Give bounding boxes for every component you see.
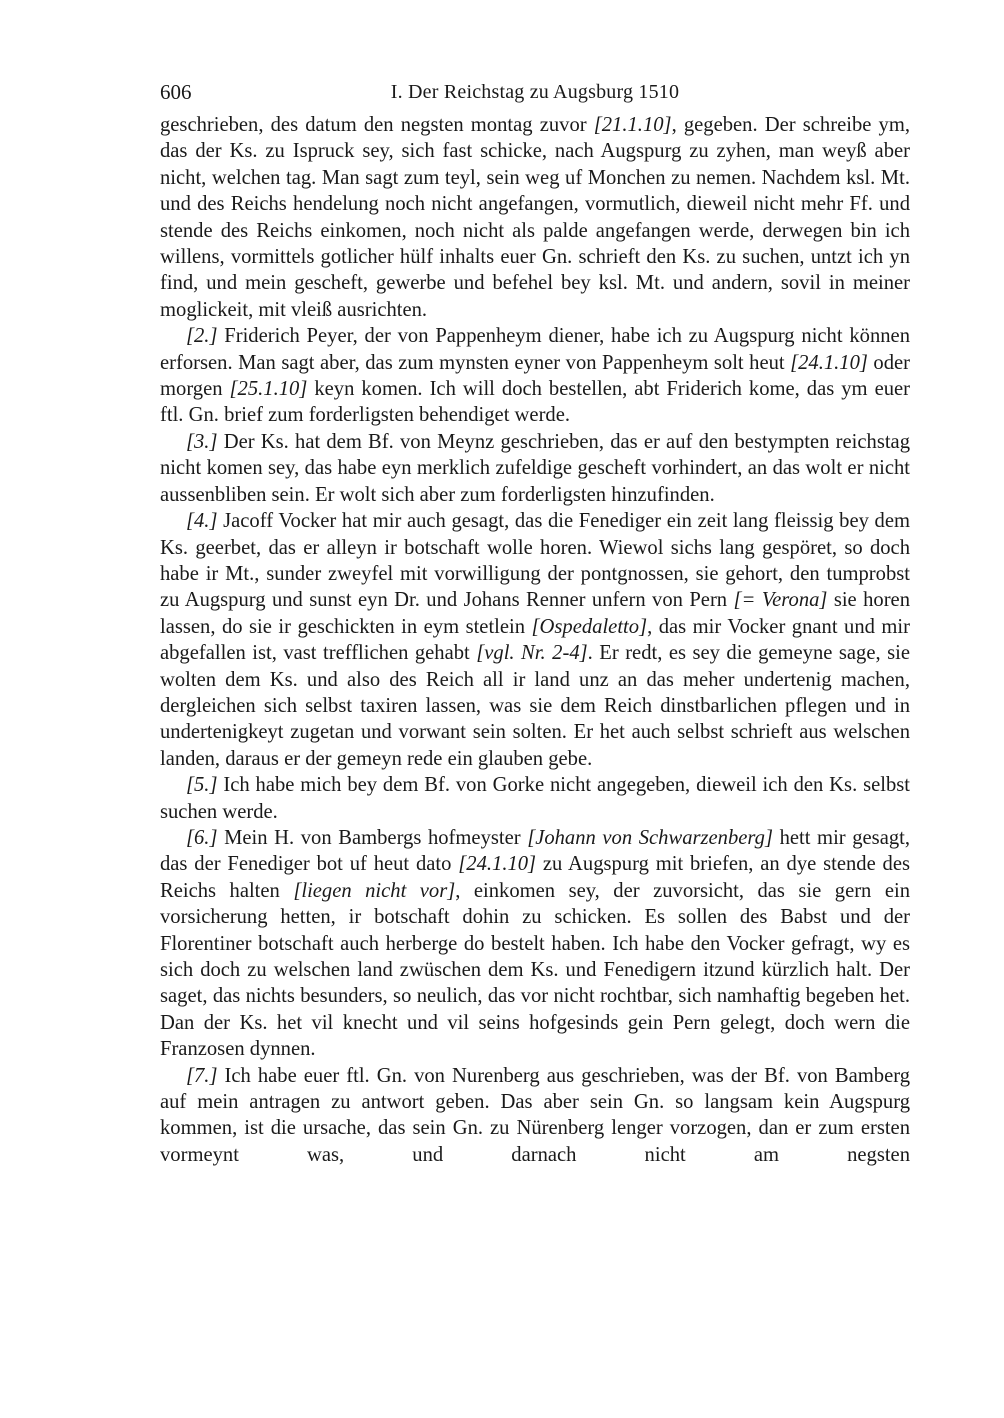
text-run: , das mir Vocker gnant und mir abgefallen ist, vast trefflichen gehabt xyxy=(160,615,910,665)
running-title: I. Der Reichstag zu Augsburg 1510 xyxy=(390,81,680,103)
editorial-note: [5.] xyxy=(186,774,218,797)
editorial-note: [Johann von Schwarzenberg] xyxy=(527,826,773,849)
text-run: Friderich Peyer, der von Pappenheym diener, habe ich zu Augspurg nicht können erforsen. Man sagt aber, das zum mynsten eyner von Pappenheym solt heut xyxy=(160,325,910,374)
editorial-note: [2.] xyxy=(186,325,218,348)
editorial-note: [7.] xyxy=(186,1064,218,1087)
text-run: , einkomen sey, der zuvorsicht, das sie gern ein vorsicherung hetten, ir botschaft dohin zu schicken. Es sollen des Babst und der Florentiner botschaft auch herberge do bestelt haben. Ich habe den Vocker gefragt, wy es sich doch zu welschen land zwüschen dem Ks. und Fenedigern itzund kürzlich halt. Der saget, das nichts besunders, so neulich, das vor nicht rochtbar, sich namhaftig begeben het. Dan der Ks. het vil knecht und vil seins hofgesinds gein Pern gelegt, doch wern die Franzosen dynnen. xyxy=(160,879,910,1061)
text-run: Ich habe euer ftl. Gn. von Nurenberg aus geschrieben, was der Bf. von Bamberg auf mein antragen zu antwort geben. Das aber sein Gn. so langsam kein Augspurg kommen, ist die ursache, das sein Gn. zu Nürenberg lenger vorzogen, dan er zum ersten vormeynt was, und darnach nicht am negsten xyxy=(160,1064,910,1166)
paragraph xyxy=(160,323,910,429)
paragraph xyxy=(160,772,910,825)
text-run: sie horen lassen, do sie ir geschickten in eym stetlein xyxy=(160,589,910,638)
text-run: geschrieben, des datum den negsten montag zuvor xyxy=(160,114,594,136)
text-run: . Er redt, es sey die gemeyne sage, sie wolten dem Ks. und also des Reich all ir land unz an das meher undertenig machen, dergleichen sich selbst taxiren lassen, was sie dem Reich dinstbarlichen pflegen und in undertenigkeyt zugetan und vorwant sein solten. Er het auch selbst schrieft aus welschen landen, daraus er der gemeyn rede ein glauben gebe. xyxy=(160,642,911,770)
text-run: Jacoff Vocker hat mir auch gesagt, das die Fenediger ein zeit lang fleissig bey dem Ks. geerbet, das er alleyn ir botschaft wolle horen. Wiewol sichs lang gespöret, so doch habe ir Mt., sunder zweyfel mit vorwilligung der pontgnossen, sie gehort, den tumprobst zu Augspurg und sunst eyn Dr. und Johans Renner unfern von Pern xyxy=(160,510,910,612)
text-run: zu Augspurg mit briefen, an dye stende des Reichs halten xyxy=(160,853,910,902)
editorial-note: [4.] xyxy=(186,510,218,533)
page-number: 606 xyxy=(160,80,192,104)
editorial-note: [24.1.10] xyxy=(458,853,537,876)
body-text xyxy=(160,112,910,1168)
text-run: keyn komen. Ich will doch bestellen, abt Friderich kome, das ym euer ftl. Gn. brief zum forderligsten behendiget werde. xyxy=(160,378,911,427)
editorial-note: [6.] xyxy=(186,826,218,849)
page xyxy=(160,76,910,1168)
paragraph xyxy=(160,112,910,323)
text-run: oder morgen xyxy=(160,351,910,401)
text-run: Ich habe mich bey dem Bf. von Gorke nicht angegeben, dieweil ich den Ks. selbst suchen werde. xyxy=(160,774,910,823)
editorial-note: [3.] xyxy=(186,430,218,453)
editorial-note: [Ospedaletto] xyxy=(531,615,648,638)
text-run: Der Ks. hat dem Bf. von Meynz geschrieben, das er auf den bestympten reichstag nicht komen sey, das habe eyn merklich zufeldige gescheft vorhindert, an das wolt er nicht aussenbliben sein. Er wolt sich aber zum forderligsten hinzufinden. xyxy=(160,430,910,506)
editorial-note: [vgl. Nr. 2-4] xyxy=(476,642,588,665)
text-run: Mein H. von Bambergs hofmeyster xyxy=(217,826,528,849)
editorial-note: [25.1.10] xyxy=(229,378,308,401)
paragraph xyxy=(160,1063,910,1169)
paragraph xyxy=(160,429,910,508)
text-run: hett mir gesagt, das der Fenediger bot uf heut dato xyxy=(160,826,910,876)
editorial-note: [liegen nicht vor] xyxy=(293,879,456,902)
running-head xyxy=(160,76,910,108)
editorial-note: [= Verona] xyxy=(733,589,828,612)
text-run: , gegeben. Der schreibe ym, das der Ks. zu Ispruck sey, sich fast schicke, nach Augspurg zu zyhen, man weyß aber nicht, welchen tag. Man sagt zum teyl, sein weg uf Monchen zu nemen. Nachdem ksl. Mt. und des Reichs hendelung noch nicht angefangen, vormutlich, dieweil nicht mehr Ff. und stende des Reichs einkomen, noch nicht als palde angefangen werde, derwegen bin ich willens, vormittels gotlicher hülf inhalts euer Gn. schrieft den Ks. zu suchen, untzt ich yn find, und mein gescheft, gewerbe und befehel bey ksl. Mt. und andern, sovil in meiner moglickeit, mit vleiß ausrichten. xyxy=(160,114,910,321)
editorial-note: [21.1.10] xyxy=(593,114,672,136)
editorial-note: [24.1.10] xyxy=(790,351,868,374)
paragraph xyxy=(160,508,910,772)
paragraph xyxy=(160,825,910,1063)
